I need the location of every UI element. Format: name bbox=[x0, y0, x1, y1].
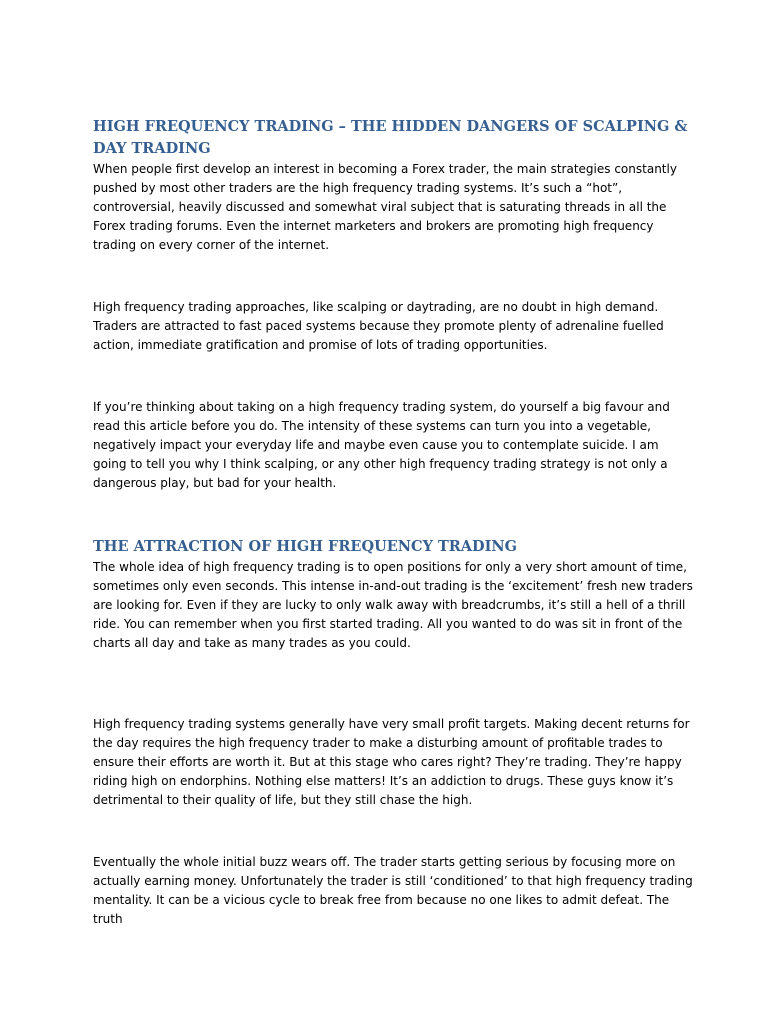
paragraph-attraction: The whole idea of high frequency trading is to open positions for only a very short amount of time, sometimes only even seconds. This intense in-and-out trading is the ‘excitement’ fresh new traders are looking for. Even if they are lucky to only walk away with breadcrumbs, it’s still a hell of a thrill ride. You can remember when you first started trading. All you wanted to do was sit in front of the charts all day and take as many trades as you could. bbox=[93, 560, 693, 650]
document-content bbox=[93, 116, 693, 929]
paragraph-buzz-wears-off: Eventually the whole initial buzz wears off. The trader starts getting serious by focusing more on actually earning money. Unfortunately the trader is still ‘conditioned’ to that high frequency trading mentality. It can be a vicious cycle to break free from because no one likes to admit defeat. The truth bbox=[93, 855, 693, 926]
paragraph-spacer bbox=[93, 810, 693, 853]
paragraph-intro: When people first develop an interest in becoming a Forex trader, the main strategies constantly pushed by most other traders are the high frequency trading systems. It’s such a “hot”, controversial, heavily discussed and somewhat viral subject that is saturating threads in all the Forex trading forums. Even the internet marketers and brokers are promoting high frequency trading on every corner of the internet. bbox=[93, 162, 677, 252]
paragraph-approaches: High frequency trading approaches, like scalping or daytrading, are no doubt in high demand. Traders are attracted to fast paced systems because they promote plenty of adrenaline fuelled action, immediate gratification and promise of lots of trading opportunities. bbox=[93, 300, 664, 352]
paragraph-spacer bbox=[93, 355, 693, 398]
paragraph-spacer bbox=[93, 493, 693, 536]
paragraph-spacer bbox=[93, 255, 693, 298]
paragraph-profit-targets: High frequency trading systems generally have very small profit targets. Making decent returns for the day requires the high frequency trader to make a disturbing amount of profitable trades to ensure their efforts are worth it. But at this stage who cares right? They’re trading. They’re happy riding high on endorphins. Nothing else matters! It’s an addiction to drugs. These guys know it’s detrimental to their quality of life, but they still chase the high. bbox=[93, 717, 690, 807]
paragraph-warning: If you’re thinking about taking on a high frequency trading system, do yourself a big favour and read this article before you do. The intensity of these systems can turn you into a vegetable, negatively impact your everyday life and maybe even cause you to contemplate suicide. I am going to tell you why I think scalping, or any other high frequency trading strategy is not only a dangerous play, but bad for your health. bbox=[93, 400, 670, 490]
section-heading-attraction: THE ATTRACTION OF HIGH FREQUENCY TRADING bbox=[93, 538, 518, 555]
paragraph-spacer bbox=[93, 653, 693, 715]
section-heading-high-frequency-trading: HIGH FREQUENCY TRADING – THE HIDDEN DANGERS OF SCALPING & DAY TRADING bbox=[93, 118, 688, 157]
